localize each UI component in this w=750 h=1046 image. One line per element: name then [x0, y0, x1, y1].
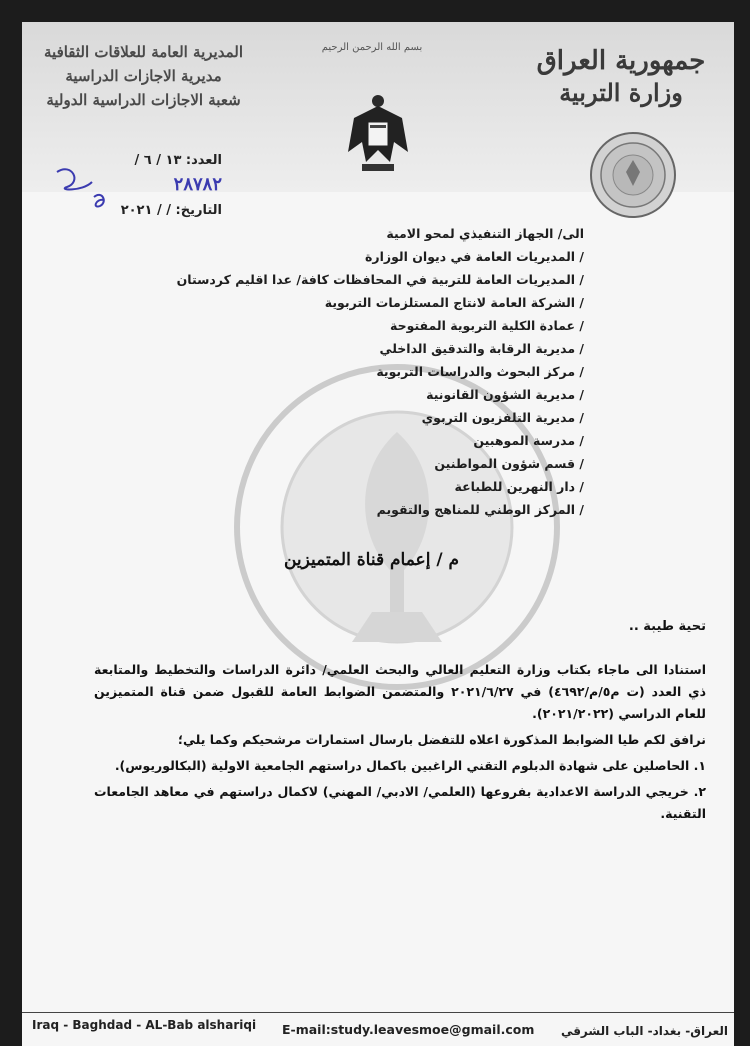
recipient-item: / عمادة الكلية التربوية المفتوحة — [390, 318, 584, 333]
footer-email: E-mail:study.leavesmoe@gmail.com — [282, 1022, 535, 1037]
directorate: مديرية الاجازات الدراسية — [65, 67, 222, 85]
date-label: التاريخ: — [175, 203, 222, 218]
recipient-item: / المركز الوطني للمناهج والتقويم — [376, 502, 584, 517]
handwriting-mark-icon — [52, 162, 112, 212]
recipient-item: / مركز البحوث والدراسات التربوية — [376, 364, 584, 379]
letterhead-right — [526, 44, 716, 108]
greeting: تحية طيبة .. — [628, 619, 706, 634]
recipient-item: / المديريات العامة للتربية في المحافظات كافة/ عدا اقليم كردستان — [176, 272, 584, 287]
recipient-item: / قسم شؤون المواطنين — [434, 456, 584, 471]
recipient-item: الى/ الجهاز التنفيذي لمحو الامية — [386, 226, 584, 241]
recipient-item: / مدرسة الموهبين — [473, 433, 584, 448]
date-value: / / ٢٠٢١ — [120, 203, 171, 218]
letter-body — [94, 659, 706, 829]
ministry-name: وزارة التربية — [559, 78, 683, 107]
ref-number: ٢٨٧٨٢ — [173, 174, 222, 195]
recipient-item: / دار النهرين للطباعة — [454, 479, 584, 494]
recipient-item: / المديريات العامة في ديوان الوزارة — [365, 249, 584, 264]
recipient-list — [124, 222, 584, 521]
body-paragraph: ١. الحاصلين على شهادة الدبلوم التقني الراغبين باكمال دراستهم الجامعية الاولية (البكالوريوس). — [114, 758, 706, 773]
body-paragraph: ٢. خريجي الدراسة الاعدادية بفروعها (العلمي/ الادبي/ المهني) لاكمال دراستهم في معاهد الجامعات التقنية. — [94, 784, 706, 821]
document-page — [22, 22, 734, 1046]
recipient-item: / الشركة العامة لانتاج المستلزمات التربوية — [324, 295, 584, 310]
footer-address-ar: العراق- بغداد- الباب الشرقي — [560, 1024, 728, 1038]
footer-address-en: Iraq - Baghdad - AL-Bab alshariqi — [32, 1018, 257, 1032]
basmala: بسم الله الرحمن الرحيم — [321, 42, 423, 53]
body-paragraph: استنادا الى ماجاء بكتاب وزارة التعليم العالي والبحث العلمي/ دائرة الدراسات والتخطيط والمتابعة ذي العدد (ت م٥/م/٤٦٩٢) في ٢٠٢١/٦/٢٧ والمتضمن الضوابط العامة للقبول ضمن قناة المتميزين للعام الدراسي (٢٠٢١/٢٠٢٢). — [94, 662, 707, 721]
country-name: جمهورية العراق — [536, 46, 706, 76]
section: شعبة الاجازات الدراسية الدولية — [46, 91, 241, 109]
footer-divider — [22, 1012, 734, 1013]
letterhead-left — [36, 40, 251, 112]
ref-label: العدد: ١٣ / ٦ / — [134, 153, 222, 168]
subject-line: م / إعمام قناة المتميزين — [283, 550, 459, 570]
body-paragraph: نرافق لكم طيا الضوابط المذكورة اعلاه للتفضل بارسال استمارات مرشحيكم وكما يلي؛ — [178, 732, 706, 747]
recipient-item: / مديرية التلفزيون التربوي — [421, 410, 584, 425]
ministry-seal-icon — [588, 130, 678, 220]
recipient-item: / مديرية الشؤون القانونية — [426, 387, 584, 402]
recipient-item: / مديرية الرقابة والتدقيق الداخلي — [379, 341, 584, 356]
eagle-emblem-icon — [344, 92, 412, 174]
directorate-general: المديرية العامة للعلاقات الثقافية — [44, 43, 243, 61]
